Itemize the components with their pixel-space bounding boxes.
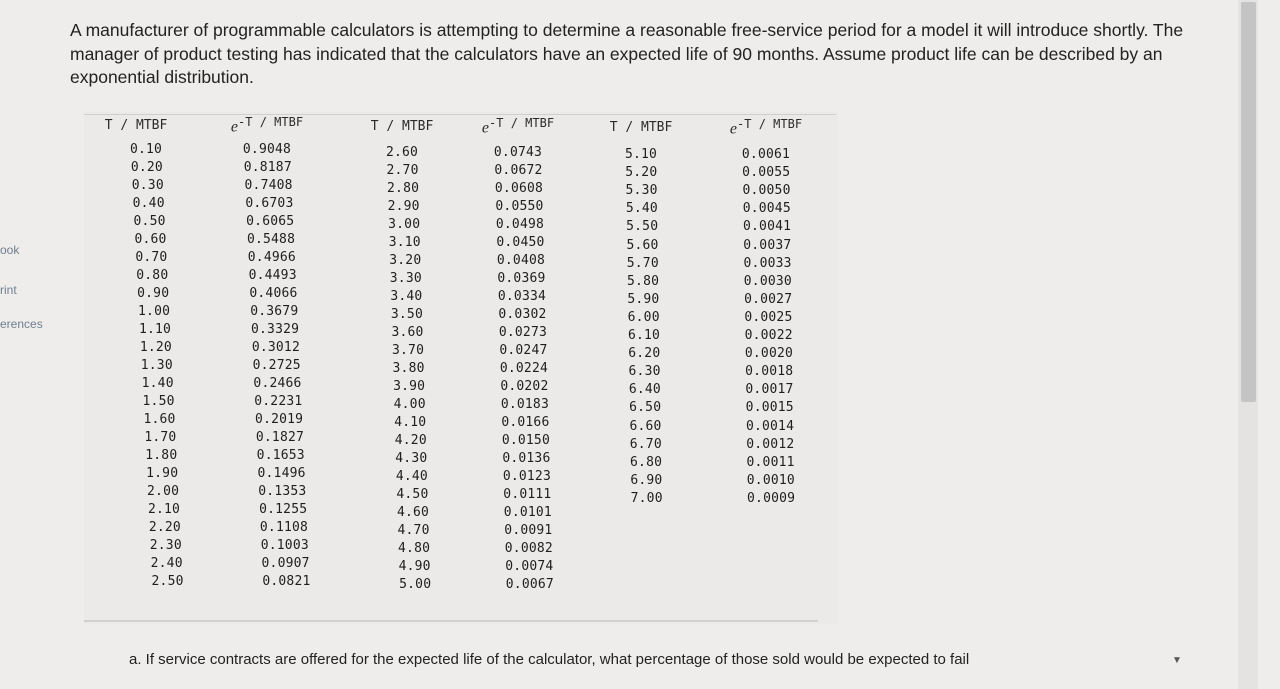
table-cell-t: 6.30: [628, 364, 661, 380]
table-top-rule: [84, 114, 836, 115]
table-cell-t: 6.00: [627, 309, 660, 325]
table-cell-t: 3.70: [391, 343, 425, 358]
table-cell-t: 1.10: [138, 322, 172, 337]
table-cell-t: 0.40: [132, 196, 165, 211]
header-t-mtbf: T / MTBF: [609, 120, 673, 135]
table-cell-t: 6.20: [628, 346, 661, 362]
table-cell-exp: 0.0074: [505, 559, 554, 574]
table-cell-t: 4.80: [398, 541, 431, 556]
table-cell-exp: 0.0123: [502, 469, 551, 484]
table-cell-t: 4.90: [398, 559, 431, 574]
table-cell-exp: 0.0037: [743, 237, 792, 253]
table-cell-exp: 0.0033: [743, 255, 792, 271]
table-cell-t: 3.50: [390, 307, 423, 322]
table-cell-exp: 0.0010: [746, 472, 795, 488]
table-cell-t: 6.90: [630, 472, 663, 488]
table-cell-t: 4.30: [395, 451, 428, 466]
problem-statement: A manufacturer of programmable calculators is attempting to determine a reasonable free-service period for a model it will introduce shortly. The manager of product testing has indicated that the calculators have an expected life of 90 months. Assume product life can be described by an exponential distribution.: [70, 20, 1184, 87]
table-cell-exp: 0.2231: [254, 394, 303, 409]
table-cell-exp: 0.0014: [745, 418, 795, 434]
table-cell-exp: 0.0369: [497, 271, 546, 286]
table-cell-exp: 0.0907: [261, 556, 310, 571]
table-cell-t: 4.00: [393, 397, 426, 412]
table-cell-exp: 0.0018: [745, 364, 794, 380]
table-cell-exp: 0.0050: [742, 183, 791, 199]
table-cell-exp: 0.2725: [252, 358, 301, 373]
table-cell-t: 4.60: [396, 505, 430, 520]
table-cell-t: 5.90: [627, 291, 660, 307]
table-cell-t: 0.20: [130, 160, 163, 175]
table-cell-exp: 0.0017: [745, 382, 794, 398]
table-cell-exp: 0.1496: [257, 466, 306, 481]
table-cell-t: 0.90: [137, 286, 170, 301]
table-cell-t: 1.80: [145, 448, 178, 463]
table-cell-t: 3.00: [388, 217, 421, 232]
table-cell-t: 4.20: [394, 433, 427, 448]
table-cell-t: 5.70: [626, 255, 659, 271]
table-cell-exp: 0.5488: [246, 232, 296, 247]
sidebar-item-print[interactable]: rint: [0, 283, 17, 297]
table-cell-t: 0.30: [131, 178, 164, 193]
table-cell-t: 5.40: [625, 201, 658, 217]
table-cell-exp: 0.0015: [745, 400, 794, 416]
table-cell-exp: 0.0011: [746, 454, 795, 470]
table-cell-exp: 0.0020: [744, 346, 794, 362]
header-t-mtbf: T / MTBF: [370, 119, 434, 134]
table-cell-exp: 0.0111: [503, 487, 552, 502]
sidebar-item-references[interactable]: erences: [0, 317, 43, 331]
table-cell-exp: 0.0247: [499, 343, 548, 358]
table-cell-exp: 0.0067: [505, 577, 554, 592]
table-cell-exp: 0.0334: [497, 289, 547, 304]
table-cell-t: 6.60: [629, 418, 662, 434]
sidebar: [0, 0, 60, 689]
table-cell-t: 2.60: [385, 145, 419, 160]
table-cell-t: 5.30: [625, 183, 658, 199]
table-cell-t: 5.60: [626, 237, 659, 253]
table-cell-exp: 0.0061: [741, 147, 791, 162]
table-cell-exp: 0.7408: [244, 178, 293, 193]
table-cell-t: 1.50: [142, 394, 175, 409]
table-cell-exp: 0.0082: [504, 541, 553, 556]
table-cell-exp: 0.0041: [742, 219, 792, 235]
table-cell-exp: 0.2466: [253, 376, 302, 391]
table-cell-t: 4.70: [397, 523, 430, 538]
table-cell-exp: 0.0450: [496, 235, 545, 250]
table-cell-t: 3.90: [393, 379, 426, 394]
table-cell-exp: 0.1353: [258, 484, 307, 499]
table-cell-exp: 0.0202: [500, 379, 549, 394]
table-cell-t: 4.40: [395, 469, 428, 484]
table-cell-exp: 0.4066: [249, 286, 298, 301]
table-cell-t: 2.80: [387, 181, 420, 196]
table-cell-t: 0.80: [136, 268, 169, 283]
table-cell-exp: 0.0273: [498, 325, 548, 340]
table-cell-t: 1.90: [146, 466, 179, 481]
scrollbar-thumb[interactable]: [1241, 2, 1256, 402]
table-cell-t: 0.60: [134, 232, 167, 247]
table-cell-t: 2.40: [150, 556, 183, 571]
table-cell-exp: 0.0055: [742, 165, 791, 181]
table-cell-t: 4.50: [396, 487, 429, 502]
part-a-question: a. If service contracts are offered for the expected life of the calculator, what percentage of those sold would be expected to fail: [129, 651, 970, 668]
table-cell-t: 3.30: [389, 271, 422, 286]
table-cell-t: 5.50: [626, 219, 659, 235]
table-cell-exp: 0.0136: [502, 451, 551, 466]
table-cell-exp: 0.0101: [503, 505, 552, 520]
chevron-down-icon[interactable]: ▼: [1172, 655, 1182, 666]
table-cell-exp: 0.0012: [746, 436, 795, 452]
table-cell-exp: 0.0672: [494, 163, 543, 178]
table-cell-exp: 0.3329: [251, 322, 300, 337]
table-cell-exp: 0.0408: [496, 253, 546, 268]
table-cell-t: 3.20: [389, 253, 422, 268]
table-cell-t: 2.20: [148, 520, 181, 535]
table-cell-exp: 0.6703: [245, 196, 294, 211]
table-cell-exp: 0.4493: [248, 268, 297, 283]
table-cell-t: 1.70: [144, 430, 177, 445]
table-cell-t: 3.80: [392, 361, 425, 376]
table-cell-t: 4.10: [394, 415, 427, 430]
exponential-table: [84, 112, 838, 624]
table-cell-exp: 0.0027: [744, 291, 793, 307]
header-exp-t-mtbf: $e^{-T / MTBF}$: [729, 117, 803, 138]
table-cell-exp: 0.0022: [744, 328, 793, 343]
table-cell-exp: 0.0224: [499, 361, 549, 376]
table-cell-exp: 0.3679: [250, 304, 299, 319]
table-cell-exp: 0.0550: [495, 199, 544, 214]
table-cell-exp: 0.8187: [243, 160, 292, 175]
table-cell-t: 1.60: [143, 412, 176, 427]
table-cell-t: 6.10: [627, 328, 661, 343]
table-cell-t: 0.50: [133, 214, 166, 229]
table-cell-exp: 0.0183: [500, 397, 549, 412]
table-cell-t: 1.00: [138, 304, 171, 319]
table-cell-t: 2.50: [151, 574, 184, 589]
table-cell-t: 1.30: [140, 358, 173, 373]
table-cell-exp: 0.3012: [251, 340, 300, 355]
table-cell-exp: 0.2019: [255, 412, 304, 427]
table-cell-t: 7.00: [630, 490, 663, 506]
table-cell-t: 6.80: [630, 454, 663, 470]
sidebar-item-book[interactable]: ook: [0, 243, 20, 257]
table-cell-exp: 0.0091: [504, 523, 553, 538]
table-cell-t: 1.40: [141, 376, 174, 391]
header-exp-t-mtbf: $e^{-T / MTBF}$: [230, 115, 304, 136]
table-cell-t: 1.20: [139, 340, 172, 355]
table-cell-exp: 0.1255: [259, 502, 308, 517]
table-cell-t: 5.20: [625, 165, 658, 181]
table-cell-t: 0.70: [135, 250, 168, 265]
table-cell-t: 0.10: [129, 142, 163, 157]
table-cell-t: 3.40: [390, 289, 423, 304]
table-cell-t: 3.60: [391, 325, 424, 340]
table-cell-t: 5.00: [399, 577, 432, 592]
header-exp-t-mtbf: $e^{-T / MTBF}$: [481, 116, 555, 137]
table-cell-t: 2.30: [149, 538, 182, 553]
header-t-mtbf: T / MTBF: [104, 118, 168, 133]
table-cell-exp: 0.1827: [255, 430, 305, 445]
table-cell-exp: 0.0743: [493, 145, 543, 160]
table-cell-exp: 0.0009: [747, 490, 796, 506]
table-cell-exp: 0.1003: [260, 538, 309, 553]
table-cell-exp: 0.4966: [247, 250, 296, 265]
table-cell-t: 2.90: [387, 199, 420, 214]
table-cell-exp: 0.6065: [246, 214, 295, 229]
table-cell-t: 3.10: [388, 235, 421, 250]
table-cell-exp: 0.0166: [501, 415, 550, 430]
table-cell-exp: 0.9048: [242, 142, 292, 157]
table-cell-exp: 0.0150: [501, 433, 550, 448]
table-cell-exp: 0.0302: [498, 307, 547, 322]
table-cell-t: 6.50: [629, 400, 662, 416]
table-cell-exp: 0.0045: [742, 201, 791, 217]
table-cell-t: 6.70: [629, 436, 662, 452]
table-cell-exp: 0.0821: [262, 574, 311, 589]
table-cell-exp: 0.0498: [495, 217, 545, 232]
table-cell-t: 5.10: [624, 147, 658, 162]
table-cell-t: 2.00: [147, 484, 180, 499]
table-cell-exp: 0.0025: [744, 309, 793, 325]
table-cell-exp: 0.1108: [259, 520, 309, 535]
table-cell-t: 2.10: [147, 502, 181, 517]
table-cell-t: 6.40: [628, 382, 661, 398]
table-cell-exp: 0.1653: [256, 448, 305, 463]
table-bottom-rule: [84, 620, 818, 622]
table-cell-t: 5.80: [627, 273, 660, 289]
table-cell-t: 2.70: [386, 163, 419, 178]
table-cell-exp: 0.0030: [743, 273, 792, 289]
table-cell-exp: 0.0608: [494, 181, 544, 196]
